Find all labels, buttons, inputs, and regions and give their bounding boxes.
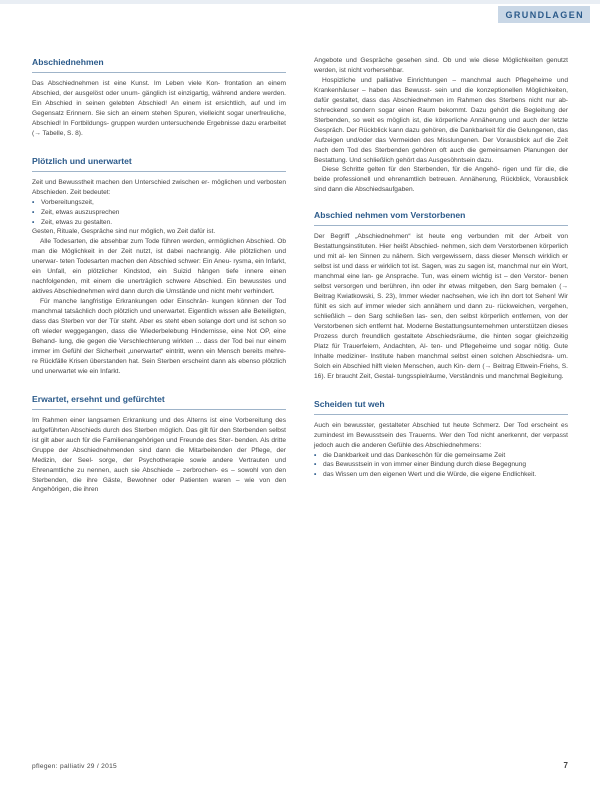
paragraph: Zeit und Bewusstheit machen den Unterschied zwischen er- möglichen und verbosten Abschieden. Zeit bedeutet: [32,178,286,196]
paragraph: Auch ein bewusster, gestalteter Abschied tut heute Schmerz. Der Tod erscheint es zumindest im Bewusstsein des Trauerns. Wer den Tod nicht anerkennt, der verpasst jedoch auch die anderen Gefühle des Abschiednehmens: [314,421,568,449]
list-item [314,470,568,480]
bullet-icon: • [32,198,35,206]
list-item-text: die Dankbarkeit und das Dankeschön für die gemeinsame Zeit [323,451,506,459]
page-number: 7 [563,761,568,770]
list-item-text: Zeit, etwas auszusprechen [41,208,120,216]
paragraph: Angebote und Gespräche gesehen sind. Ob und wie diese Möglichkeiten genutzt werden, ist nicht vorhersehbar. [314,57,568,74]
list-item [314,460,568,470]
right-column [314,56,568,480]
list-item-text: das Wissen um den eigenen Wert und die Würde, die eigene Endlichkeit. [323,471,537,479]
heading-rule [32,409,286,410]
list-item [32,208,286,218]
bullet-icon: • [32,208,35,216]
paragraph: Alle Todesarten, die absehbar zum Tode führen werden, ermöglichen Abschied. Ob man die Möglichkeit in der Zeit nutzt, ist dabei nachrangig. Alle plötzlichen und unerwar- teten Todesarten machen den Abschied schwer: Ein Aneu- rysma, ein Infarkt, ein Unfall, ein plötzlicher Kindstod, ein Suizid hängen tiefe innere einen nachfolgenden, mit einem die unerträglich schwere Abschied. Ein bewusstes und aktives Abschiednehmen wird dann durch die Umstände und nicht mehr verhindert. [32,238,286,296]
heading-erwartet: Erwartet, ersehnt und gefürchtet [32,393,165,404]
bullet-list [314,451,568,481]
bullet-icon: • [314,471,317,479]
list-item-text: Vorbereitungszeit, [41,198,94,206]
list-item [32,218,286,228]
list-item-text: Zeit, etwas zu gestalten. [41,218,113,226]
heading-verstorbenen: Abschied nehmen vom Verstorbenen [314,210,466,221]
heading-rule [314,414,568,415]
paragraph: Hospizliche und palliative Einrichtungen – manchmal auch Pflegeheime und Krankenhäuser – haben das Bewusst- sein und die konzeptionellen Möglichkeiten, dafür gestaltet, dass das Abschiednehmen im Rahmen des Sterbens nicht nur ab- schreckend sondern sogar einen Raum bekommt. Dazu gehört die Begleitung der Sterbenden, so weit es möglich ist, die körperliche Annäherung und auch der letzte Gespräch. Der Rückblick kann dazu gehören, die Dankbarkeit für die Gelungenen, das Aufzeigen und/oder das Vermeiden des Misslungenen. Der Vorausblick auf die Zeit nach dem Tod des Sterbenden gehören oft auch die gemeinsamen Planungen der Bestattung. Und schließlich gehört das Ausgesöhntsein dazu. [314,76,568,164]
paragraph: Der Begriff „Abschiednehmen“ ist heute eng verbunden mit der Arbeit von Bestattungsinstituten. Hier heißt Abschied- nehmen, sich dem Verstorbenen körperlich und mit al- len Sinnen zu nähern. Sich vergewissern, dass dieser Mensch wirklich er selbst ist und dass er wirklich tot ist. Sagen, was zu sagen ist, manchmal nur ein Wort, manchmal eine lan- ge Ansprache. Tun, was einem wichtig ist – den Verstor- benen selbst versorgen und berühren, ihn oder ihr etwas mitgeben, den Sarg bemalen (→ Beitrag Kwiatkowski, S. 23), Immer wieder nachsehen, wie ich ihn dort tot Sehen! Wir fühlt es sich auf immer wieder sich annähern und dann zu- rückweichen, vergehen, schließlich – den Sarg schließen las- sen, den selbst körperlich entfernen, von der Verstorbenen sich entfernt hat. Moderne Bestattungsunternehmen unterstützen dieses Prozess durch freundlich gestaltete Abschiedsräume, die hinten sogar gleichzeitig Platz für Trauerfeiern, Andachten, Al- ten- und Pflegeheime und sogar nötig. Gute Inhalte mediziner- Institute haben manchmal selbst einen solchen Abschiedsra- um. Solch ein Abschied hilft vielen Menschen, auch Kin- dern (→ Beitrag Ettwein-Friehs, S. 16). Er braucht Zeit, Gestal- tungsspielräume, Verständnis und manchmal Begleitung. [314,233,568,380]
paragraph: Das Abschiednehmen ist eine Kunst. Im Leben viele Kon- frontation an einem Abschied, der ausgelöst oder unum- gänglich ist einzigartig, während andere werden. Ein Abschied in seinen gelebten Abschied! An einem ist ersichtlich, auf und im Gegensatz Erinnern. Sie sich an einem stehen Spuren, vielleicht sogar unerfreuliche, Abschied! In Fortbildungs- gruppen wurden untersuchende Ergebnisse dazu erarbeitet (→ Tabelle, S. 8). [32,80,286,137]
heading-abschiednehmen: Abschiednehmen [32,57,104,67]
bullet-icon: • [314,451,317,459]
paragraph: Für manche langfristige Erkrankungen oder Einschrän- kungen können der Tod manchmal tatsächlich doch plötzlich und unerwartet. Eigentlich wissen alle Beteiligten, dass das Sterben vor der Tür steht. Aber es steht eben solange dort und ist schon so oft wieder weggegangen, dass die Wiederbelebung Hindernisse, eine Not OP, eine Behand- lung, die gegen die Verschlechterung wirkten ... dass der Tod bei nur einem immer im Gefühl der Sicherheit „unerwartet“ eintritt, wenn ein Mensch bereits mehre- re Rückfälle Krisen überstanden hat. Sein Sterben erscheint dann als ebenso plötzlich und unerwartet wie ein Infarkt. [32,298,286,375]
bullet-icon: • [32,218,35,226]
section-tag: GRUNDLAGEN [498,6,591,23]
left-column [32,56,286,495]
paragraph: Im Rahmen einer langsamen Erkrankung und des Alterns ist eine Vorbereitung des aufgeführten Abschieds durch des Sterben möglich. Das gilt für den Sterbenden selbst ist gilt aber auch für die Familienangehörigen und Freunde des Ster- benden. Als dritte Gruppe der Abschiednehmenden sind dann die Mitarbeitenden der Pflege, der Medizin, der Seel- sorge, der Psychotherapie sowie andere Vertrauten und Ehrenamtliche zu nennen, auch sie Abschiede – zerbrochen- es – sowohl von den Sterbenden, die ihre Gäste, Bewohner oder Patienten waren – wie von den Angehörigen, die ihren [32,416,286,494]
footer-publication: pflegen: palliativ 29 / 2015 [32,763,118,770]
paragraph: Diese Schritte gelten für den Sterbenden, für die Angehö- rigen und für die, die beide professionell und ehrenamtlich betreuen. Annäherung, Rückblick, Vorausblick sind dann die Abschiedsaufgaben. [314,166,568,194]
list-item-text: das Bewusstsein in von immer einer Bindung durch diese Begegnung [323,461,527,469]
heading-scheiden: Scheiden tut weh [314,398,385,409]
heading-rule [32,72,286,73]
paragraph: Gesten, Rituale, Gespräche sind nur möglich, wo Zeit dafür ist. [32,228,216,236]
heading-ploetzlich: Plötzlich und unerwartet [32,155,132,166]
list-item [32,198,286,208]
heading-rule [32,171,286,172]
heading-rule [314,225,568,226]
bullet-icon: • [314,461,317,469]
header-strip [0,0,600,4]
bullet-list [32,198,286,228]
list-item [314,451,568,461]
